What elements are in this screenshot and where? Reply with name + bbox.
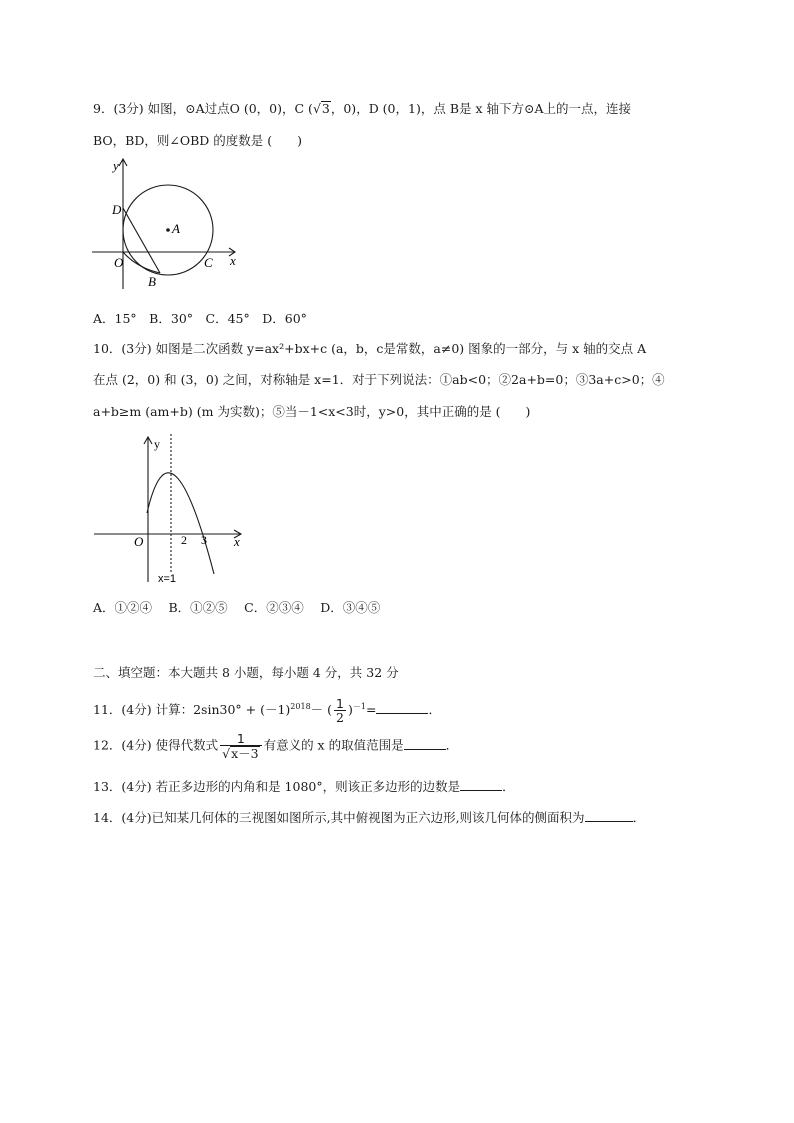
- label-x: x: [234, 534, 240, 549]
- section-2-title: 二、填空题：本大题共 8 小题，每小题 4 分，共 32 分: [93, 665, 399, 680]
- q10-line3: a+b≥m (am+b) (m 为实数)；⑤当－1<x<3时，y>0，其中正确的是 ( ): [93, 404, 531, 419]
- q11-line: 11．(4分) 计算：$2\sin 30^\circ + (-1)^{2018}-$ ( $\frac{1}{2}$ )$^{-1}$= ．: [93, 696, 441, 725]
- q10-options: A．①②④ B．①②⑤ C．②③④ D．③④⑤: [93, 600, 381, 615]
- q10-line1: 10．(3分) 如图是二次函数 y=ax²+bx+c (a，b，c是常数，a≠0) 图象的一部分，与 x 轴的交点 A: [93, 341, 647, 356]
- segment-db: [123, 208, 160, 273]
- sqrt-three: 3: [321, 101, 330, 116]
- label-three: 3: [201, 533, 207, 547]
- center-a-point: [166, 228, 170, 232]
- q10-parabola-figure: [92, 432, 252, 588]
- q9-options: A．15° B．30° C．45° D．60°: [93, 311, 307, 326]
- label-o: O: [134, 534, 144, 549]
- label-c: C: [204, 255, 213, 270]
- label-two: 2: [181, 533, 187, 547]
- fraction-radical: $\frac{1}{√x-3}$: [220, 732, 261, 760]
- label-x: x: [230, 253, 236, 268]
- label-y: y: [154, 437, 160, 451]
- q9-line2: BO，BD，则∠OBD 的度数是 ( ): [93, 133, 303, 148]
- label-a: A: [172, 221, 180, 236]
- answer-blank-11[interactable]: [376, 702, 428, 714]
- label-b: B: [148, 274, 156, 289]
- answer-blank-12[interactable]: [404, 738, 446, 750]
- label-y: y: [113, 158, 119, 173]
- parabola-curve: [147, 473, 214, 574]
- label-symmetry: x=1: [158, 573, 177, 585]
- q14-line: 14．(4分)已知某几何体的三视图如图所示,其中俯视图为正六边形,则该几何体的侧面积为 ．: [93, 810, 646, 825]
- q12-line: 12．(4分) 使得代数式 $\frac{1}{√x-3}$ 有意义的 x 的取值范围是 ．: [93, 731, 459, 761]
- answer-blank-13[interactable]: [460, 779, 502, 791]
- q9-line1: 9．(3分) 如图，⊙A过点O (0，0)，C (√3，0)，D (0，1)，点 B是 x 轴下方⊙A上的一点，连接: [93, 101, 632, 116]
- q13-line: 13．(4分) 若正多边形的内角和是 1080°，则该正多边形的边数是 ．: [93, 779, 515, 794]
- label-o: O: [114, 255, 124, 270]
- q10-line2: 在点 (2，0) 和 (3，0) 之间，对称轴是 x=1．对于下列说法：①ab<0；②2a+b=0；③3a+c>0；④: [93, 372, 665, 387]
- answer-blank-14[interactable]: [585, 810, 633, 822]
- label-d: D: [112, 202, 122, 217]
- q9-circle-figure: [92, 156, 252, 292]
- fraction-one-half: $\frac{1}{2}$: [336, 696, 344, 725]
- sqrt-x-minus-3: x－3: [231, 746, 259, 761]
